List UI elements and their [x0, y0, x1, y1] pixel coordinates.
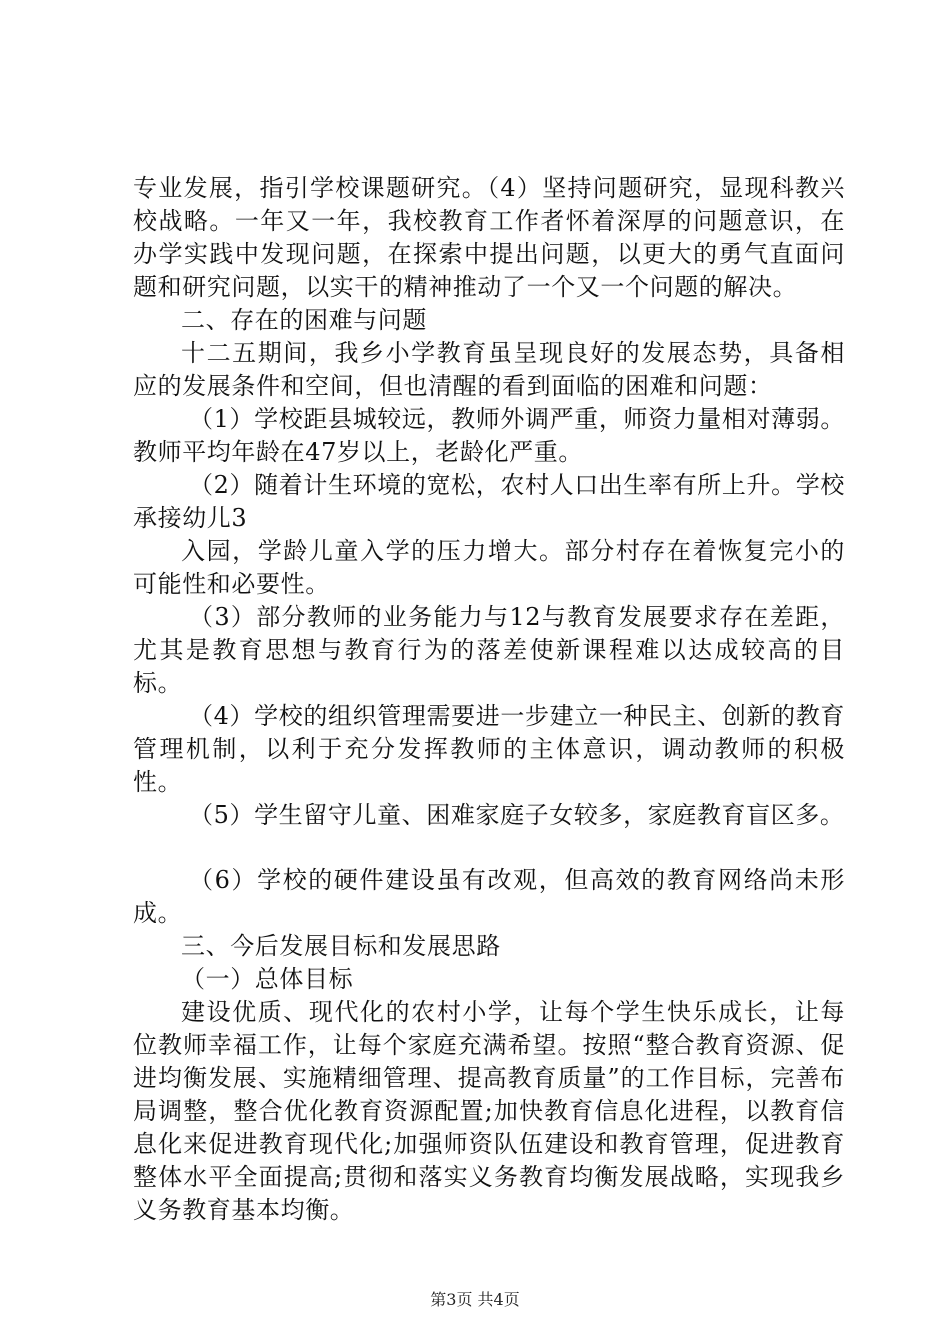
paragraph-item-4: （4）学校的组织管理需要进一步建立一种民主、创新的教育管理机制，以利于充分发挥教师的主体意识，调动教师的积极性。 — [133, 702, 845, 796]
paragraph-item-6: （6）学校的硬件建设虽有改观，但高效的教育网络尚未形成。 — [133, 866, 845, 927]
section-heading-difficulties: 二、存在的困难与问题 — [181, 306, 427, 334]
paragraph-item-2-continued: 入园，学龄儿童入学的压力增大。部分村存在着恢复完小的可能性和必要性。 — [133, 537, 845, 598]
document-body — [133, 172, 845, 1227]
paragraph-intro-difficulties: 十二五期间，我乡小学教育虽呈现良好的发展态势，具备相应的发展条件和空间，但也清醒的看到面临的困难和问题： — [133, 339, 845, 400]
paragraph-spacer — [133, 832, 845, 864]
paragraph-overall-goal: 建设优质、现代化的农村小学，让每个学生快乐成长，让每位教师幸福工作，让每个家庭充满希望。按照“整合教育资源、促进均衡发展、实施精细管理、提高教育质量”的工作目标，完善布局调整，整合优化教育资源配置;加快教育信息化进程，以教育信息化来促进教育现代化;加强师资队伍建设和教育管理，促进教育整体水平全面提高;贯彻和落实义务教育均衡发展战略，实现我乡义务教育基本均衡。 — [133, 998, 845, 1224]
page-footer: 第3页 共4页 — [430, 1290, 520, 1309]
paragraph-item-3: （3）部分教师的业务能力与12与教育发展要求存在差距，尤其是教育思想与教育行为的落差使新课程难以达成较高的目标。 — [133, 603, 845, 697]
paragraph-item-2: （2）随着计生环境的宽松，农村人口出生率有所上升。学校承接幼儿3 — [133, 471, 845, 532]
subsection-heading-overall-goal: （一）总体目标 — [181, 965, 354, 993]
paragraph-item-5: （5）学生留守儿童、困难家庭子女较多，家庭教育盲区多。 — [189, 801, 845, 829]
section-heading-goals: 三、今后发展目标和发展思路 — [181, 932, 501, 960]
paragraph-continuation: 专业发展，指引学校课题研究。（4）坚持问题研究，显现科教兴校战略。一年又一年，我校教育工作者怀着深厚的问题意识，在办学实践中发现问题，在探索中提出问题，以更大的勇气直面问题和研究问题，以实干的精神推动了一个又一个问题的解决。 — [133, 174, 845, 301]
paragraph-item-1: （1）学校距县城较远，教师外调严重，师资力量相对薄弱。教师平均年龄在47岁以上，老龄化严重。 — [133, 405, 845, 466]
